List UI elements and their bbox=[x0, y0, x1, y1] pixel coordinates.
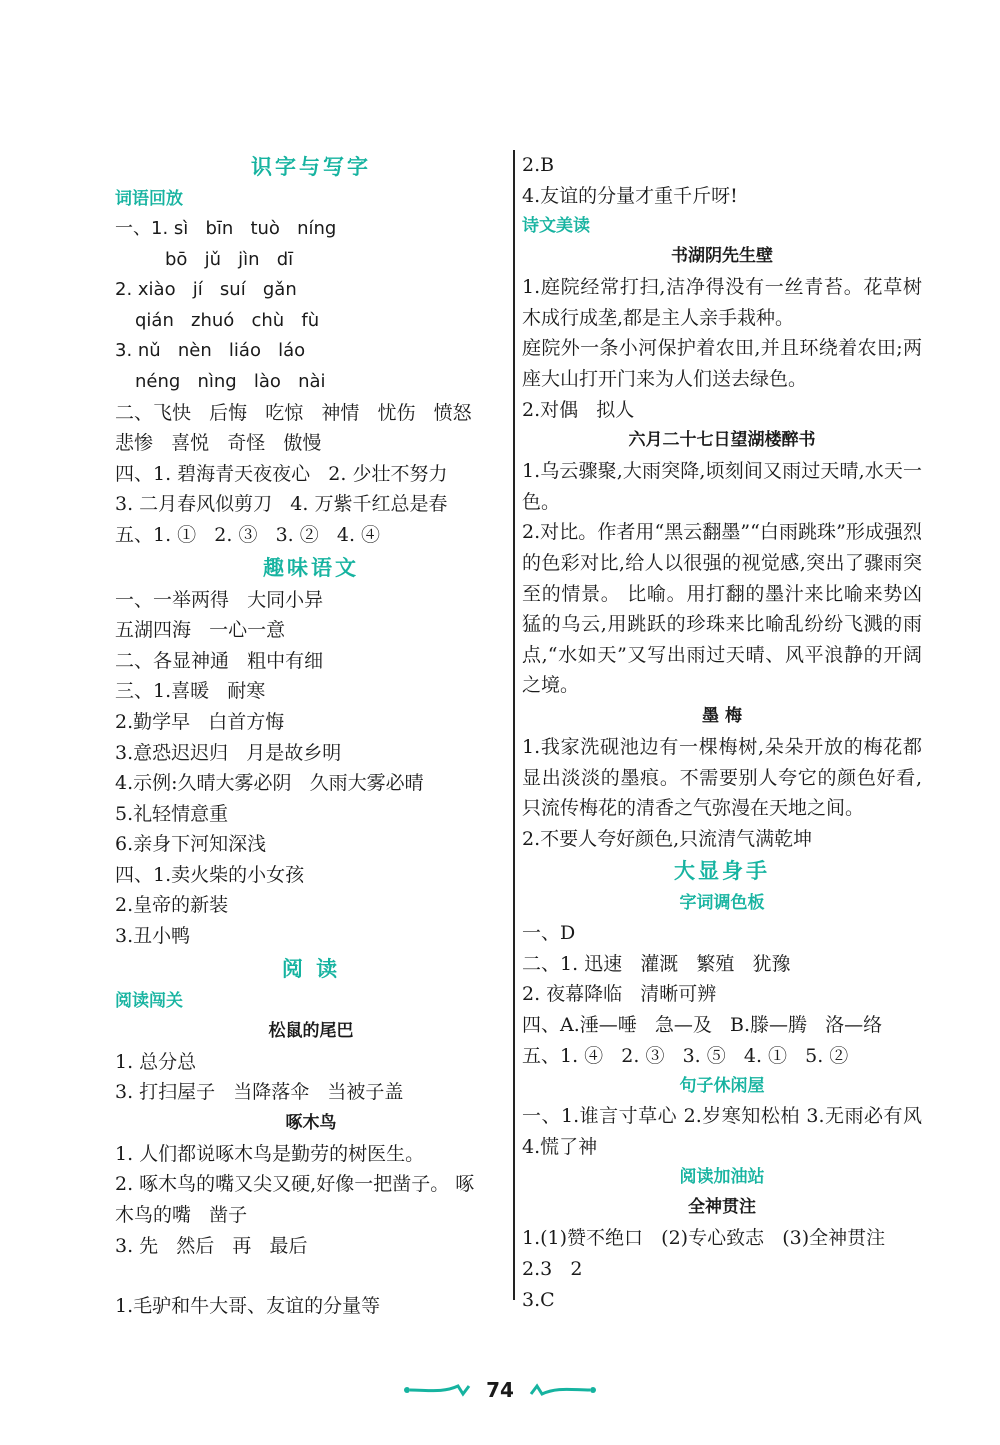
answer-paragraph: 一、1.谁言寸草心 2.岁寒知松柏 3.无雨必有风 4.慌了神 bbox=[522, 1105, 922, 1158]
answer-line: 1.毛驴和牛大哥、友谊的分量等 bbox=[115, 1295, 381, 1318]
answer-line: 1. 人们都说啄木鸟是勤劳的树医生。 bbox=[115, 1142, 425, 1165]
column-divider bbox=[513, 150, 515, 1300]
answer-line: 6.亲身下河知深浅 bbox=[115, 833, 267, 856]
answer-line: 四、1. 碧海青天夜夜心 2. 少壮不努力 bbox=[115, 462, 448, 485]
answer-line: 木鸟的嘴 凿子 bbox=[115, 1204, 248, 1227]
text-title: 墨 梅 bbox=[702, 705, 742, 726]
answer-paragraph: 1.我家洗砚池边有一棵梅树,朵朵开放的梅花都显出淡淡的墨痕。不需要别人夸它的颜色好看,只流传梅花的清香之气弥漫在天地之间。 bbox=[522, 735, 922, 820]
answer-line: 1. 总分总 bbox=[115, 1050, 197, 1073]
page-number: 74 bbox=[486, 1378, 514, 1402]
answer-line: 2. xiào jí suí gǎn bbox=[115, 279, 297, 301]
text-title: 六月二十七日望湖楼醉书 bbox=[628, 430, 816, 451]
answer-line: 3. 先 然后 再 最后 bbox=[115, 1234, 308, 1257]
subsection-heading: 诗文美读 bbox=[522, 216, 590, 237]
answer-line: 二、飞快 后悔 吃惊 神情 忧伤 愤怒 bbox=[115, 401, 472, 424]
subsection-heading: 词语回放 bbox=[115, 189, 183, 209]
answer-line: 2.勤学早 白首方悔 bbox=[115, 710, 285, 733]
answer-line: 2.3 2 bbox=[522, 1258, 583, 1281]
answer-line: 3. 二月春风似剪刀 4. 万紫千红总是春 bbox=[115, 493, 448, 516]
left-column bbox=[115, 150, 507, 1322]
answer-line: 3.C bbox=[522, 1288, 555, 1311]
subsection-heading: 句子休闲屋 bbox=[679, 1076, 765, 1097]
text-title: 全神贯注 bbox=[688, 1197, 756, 1218]
answer-paragraph: 2.对比。作者用“黑云翻墨”“白雨跳珠”形成强烈的色彩对比,给人以很强的视觉感,突出了骤雨突至的情景。 比喻。用打翻的墨汁来比喻来势凶猛的乌云,用跳跃的珍珠来比喻乱纷纷飞溅的雨点,“水如天”又写出雨过天晴、风平浪静的开阔之境。 bbox=[522, 521, 922, 697]
right-ornament-icon bbox=[527, 1382, 597, 1398]
section-heading: 大显身手 bbox=[674, 859, 770, 884]
answer-line: 2.对偶 拟人 bbox=[522, 398, 635, 421]
answer-line: 五、1. ① 2. ③ 3. ② 4. ④ bbox=[115, 523, 381, 546]
answer-paragraph: 庭院外一条小河保护着农田,并且环绕着农田;两座大山打开门来为人们送去绿色。 bbox=[522, 337, 922, 390]
answer-line: néng nìng lào nài bbox=[135, 370, 326, 392]
answer-line: 一、1. sì bīn tuò níng bbox=[115, 218, 337, 239]
answer-line: 二、各显神通 粗中有细 bbox=[115, 649, 324, 672]
answer-paragraph: 1.乌云骤聚,大雨突降,顷刻间又雨过天晴,水天一色。 bbox=[522, 460, 922, 513]
answer-line: 二、1. 迅速 灌溉 繁殖 犹豫 bbox=[522, 952, 791, 975]
answer-line: 2. 啄木鸟的嘴又尖又硬,好像一把凿子。 啄 bbox=[115, 1173, 475, 1196]
answer-line: 4.友谊的分量才重千斤呀! bbox=[522, 184, 738, 207]
answer-line: 四、1.卖火柴的小女孩 bbox=[115, 863, 305, 886]
answer-paragraph: 1.庭院经常打扫,洁净得没有一丝青苔。花草树木成行成垄,都是主人亲手栽种。 bbox=[522, 276, 922, 329]
section-heading: 识字与写字 bbox=[251, 155, 371, 179]
answer-line: 3. nǔ nèn liáo láo bbox=[115, 340, 306, 362]
section-heading: 趣味语文 bbox=[263, 555, 359, 580]
section-heading: 阅 读 bbox=[281, 956, 341, 981]
spacer bbox=[115, 1261, 507, 1291]
answer-line: 四、A.涶—唾 急—及 B.滕—腾 洛—络 bbox=[522, 1014, 883, 1037]
subsection-heading: 阅读闯关 bbox=[115, 990, 183, 1011]
answer-line: 4.示例:久晴大雾必阴 久雨大雾必晴 bbox=[115, 772, 424, 795]
answer-line: 3. 打扫屋子 当降落伞 当被子盖 bbox=[115, 1081, 404, 1104]
answer-line: 3.丑小鸭 bbox=[115, 925, 191, 948]
answer-line: 悲惨 喜悦 奇怪 傲慢 bbox=[115, 432, 322, 455]
answer-line: 2.B bbox=[522, 154, 555, 176]
answer-line: 1.(1)赞不绝口 (2)专心致志 (3)全神贯注 bbox=[522, 1227, 886, 1250]
answer-line: qián zhuó chù fù bbox=[135, 309, 320, 331]
answer-line: 2.皇帝的新装 bbox=[115, 894, 229, 917]
text-title: 松鼠的尾巴 bbox=[268, 1020, 354, 1041]
right-column bbox=[522, 150, 922, 1315]
text-title: 书湖阴先生壁 bbox=[671, 246, 773, 267]
answer-line: 2. 夜幕降临 清晰可辨 bbox=[522, 983, 717, 1006]
answer-line: 三、1.喜暖 耐寒 bbox=[115, 680, 266, 703]
answer-line: 五湖四海 一心一意 bbox=[115, 619, 286, 642]
left-ornament-icon bbox=[403, 1382, 473, 1398]
answer-line: 一、一举两得 大同小异 bbox=[115, 588, 324, 611]
answer-line: 3.意恐迟迟归 月是故乡明 bbox=[115, 741, 342, 764]
answer-line: 五、1. ④ 2. ③ 3. ⑤ 4. ① 5. ② bbox=[522, 1044, 849, 1067]
text-title: 啄木鸟 bbox=[285, 1112, 337, 1133]
answer-line: 2.不要人夸好颜色,只流清气满乾坤 bbox=[522, 827, 813, 850]
subsection-heading: 阅读加油站 bbox=[679, 1167, 765, 1188]
answer-line: 5.礼轻情意重 bbox=[115, 802, 229, 825]
subsection-heading: 字词调色板 bbox=[679, 893, 765, 914]
page-footer bbox=[0, 1378, 1000, 1402]
answer-line: bō jǔ jìn dī bbox=[165, 248, 294, 270]
answer-line: 一、D bbox=[522, 922, 576, 945]
